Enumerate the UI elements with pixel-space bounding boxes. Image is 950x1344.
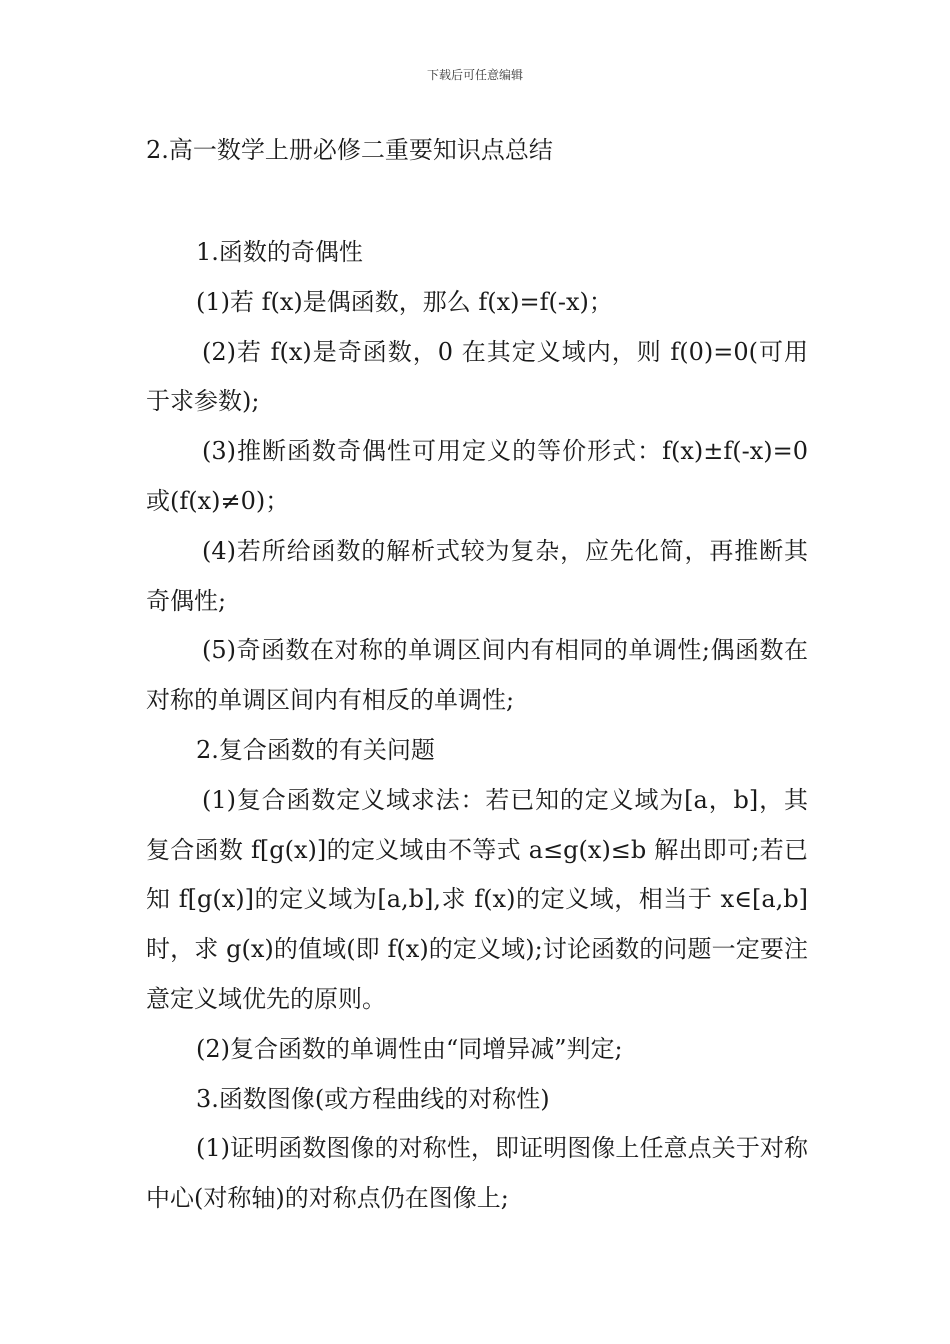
document-body [146, 228, 808, 1224]
document-title: 2.高一数学上册必修二重要知识点总结 [146, 136, 553, 164]
symmetry-item-1: (1)证明函数图像的对称性，即证明图像上任意点关于对称中心(对称轴)的对称点仍在图像上; [146, 1134, 808, 1213]
composite-item-1: (1)复合函数定义域求法：若已知的定义域为[a，b]，其复合函数 f[g(x)]的定义域由不等式 a≤g(x)≤b 解出即可;若已知 f[g(x)]的定义域为[a,b],求 f(x)的定义域，相当于 x∈[a,b]时，求 g(x)的值域(即 f(x)的定义域);讨论函数的问题一定要注意定义域优先的原则。 [146, 785, 808, 1013]
parity-item-3: (3)推断函数奇偶性可用定义的等价形式：f(x)±f(-x)=0 或(f(x)≠0)； [146, 437, 808, 515]
parity-item-4: (4)若所给函数的解析式较为复杂，应先化简，再推断其奇偶性; [146, 536, 808, 615]
page-header-note: 下载后可任意编辑 [426, 68, 523, 82]
section-heading-symmetry: 3.函数图像(或方程曲线的对称性) [196, 1084, 550, 1113]
parity-item-2: (2)若 f(x)是奇函数，0 在其定义域内，则 f(0)=0(可用于求参数); [146, 337, 808, 416]
section-heading-parity: 1.函数的奇偶性 [196, 238, 363, 266]
parity-item-1: (1)若 f(x)是偶函数，那么 f(x)=f(-x)； [196, 287, 613, 316]
section-heading-composite: 2.复合函数的有关问题 [196, 735, 435, 764]
composite-item-2: (2)复合函数的单调性由“同增异减”判定; [196, 1034, 623, 1063]
parity-item-5: (5)奇函数在对称的单调区间内有相同的单调性;偶函数在对称的单调区间内有相反的单调性; [146, 636, 808, 715]
